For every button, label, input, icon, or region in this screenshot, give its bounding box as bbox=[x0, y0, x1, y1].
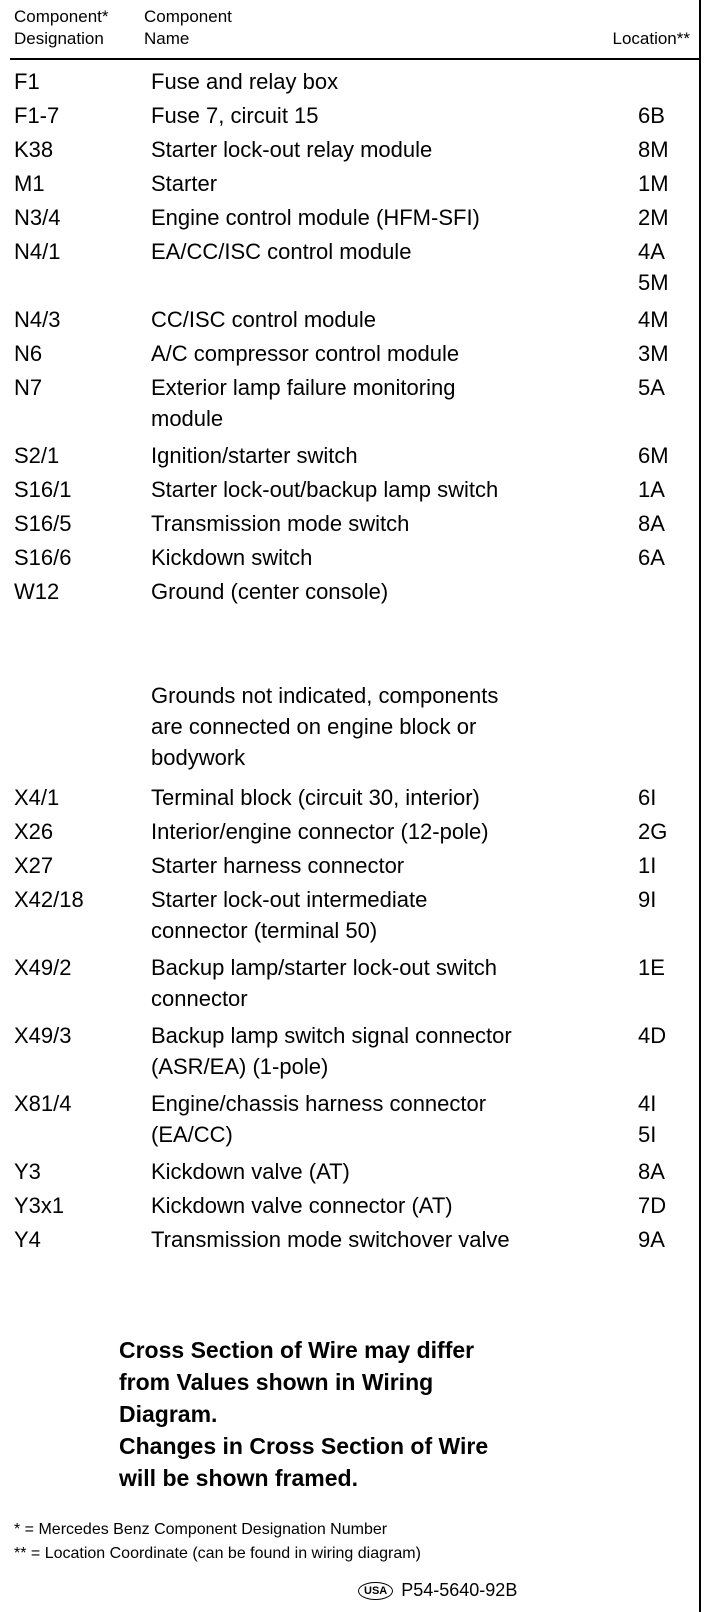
component-designation: M1 bbox=[14, 171, 45, 196]
component-name bbox=[151, 474, 601, 505]
component-designation: N3/4 bbox=[14, 205, 61, 230]
component-name bbox=[151, 100, 601, 131]
component-location bbox=[638, 440, 694, 471]
location-coordinate: 6I bbox=[638, 785, 657, 810]
component-name bbox=[151, 952, 601, 1014]
component-location bbox=[638, 1190, 694, 1221]
component-location bbox=[638, 474, 694, 505]
component-designation: X81/4 bbox=[14, 1091, 72, 1116]
component-location bbox=[638, 952, 694, 983]
component-name-line: Kickdown valve (AT) bbox=[151, 1159, 350, 1184]
location-coordinate: 4A bbox=[638, 239, 665, 264]
component-name-line: Engine control module (HFM-SFI) bbox=[151, 205, 480, 230]
component-designation: N4/3 bbox=[14, 307, 61, 332]
component-name bbox=[151, 542, 601, 573]
component-name-line: Terminal block (circuit 30, interior) bbox=[151, 785, 480, 810]
location-coordinate: 4M bbox=[638, 307, 669, 332]
location-coordinate: 1M bbox=[638, 171, 669, 196]
component-location bbox=[638, 542, 694, 573]
location-coordinate: 2G bbox=[638, 819, 668, 844]
component-name bbox=[151, 816, 601, 847]
component-designation: X4/1 bbox=[14, 785, 60, 810]
location-coordinate: 5M bbox=[638, 270, 669, 295]
component-name bbox=[151, 884, 601, 946]
component-name-line: Backup lamp switch signal connector bbox=[151, 1023, 512, 1048]
location-coordinate: 5I bbox=[638, 1122, 657, 1147]
location-coordinate: 4I bbox=[638, 1091, 657, 1116]
component-location bbox=[638, 134, 694, 165]
component-location bbox=[638, 338, 694, 369]
location-coordinate: 4D bbox=[638, 1023, 667, 1048]
component-name bbox=[151, 576, 601, 607]
component-name bbox=[151, 372, 601, 434]
document-code-text: P54-5640-92B bbox=[401, 1580, 518, 1600]
component-name-line: Transmission mode switchover valve bbox=[151, 1227, 510, 1252]
location-coordinate: 1A bbox=[638, 477, 665, 502]
component-name-line: Starter harness connector bbox=[151, 853, 405, 878]
wire-cross-section-warning: Cross Section of Wire may differ from Values shown in Wiring Diagram. Changes in Cross Section of Wire will be shown framed. bbox=[119, 1337, 489, 1491]
component-name bbox=[151, 338, 601, 369]
component-designation: X49/3 bbox=[14, 1023, 72, 1048]
component-location bbox=[638, 816, 694, 847]
usa-badge: USA bbox=[358, 1582, 393, 1600]
header-divider bbox=[10, 58, 700, 60]
component-name bbox=[151, 168, 601, 199]
component-name-line: Exterior lamp failure monitoring bbox=[151, 375, 456, 400]
location-coordinate: 8A bbox=[638, 1159, 665, 1184]
component-name bbox=[151, 1088, 601, 1150]
component-designation: N4/1 bbox=[14, 239, 61, 264]
component-location bbox=[638, 100, 694, 131]
component-designation: X27 bbox=[14, 853, 54, 878]
component-location bbox=[638, 782, 694, 813]
component-designation: F1 bbox=[14, 69, 40, 94]
component-name bbox=[151, 236, 601, 267]
component-name-line: module bbox=[151, 406, 224, 431]
component-designation: N6 bbox=[14, 341, 43, 366]
component-location bbox=[638, 1224, 694, 1255]
component-designation: S2/1 bbox=[14, 443, 60, 468]
component-designation: X26 bbox=[14, 819, 54, 844]
component-location bbox=[638, 168, 694, 199]
component-name-line: Ignition/starter switch bbox=[151, 443, 358, 468]
location-coordinate: 3M bbox=[638, 341, 669, 366]
location-coordinate: 1E bbox=[638, 955, 665, 980]
component-name bbox=[151, 304, 601, 335]
document-code bbox=[358, 1578, 517, 1602]
table-header bbox=[10, 6, 696, 56]
location-coordinate: 5A bbox=[638, 375, 665, 400]
component-name-line: Kickdown valve connector (AT) bbox=[151, 1193, 453, 1218]
component-designation: K38 bbox=[14, 137, 54, 162]
location-coordinate: 6A bbox=[638, 545, 665, 570]
component-designation: W12 bbox=[14, 579, 60, 604]
component-name bbox=[151, 134, 601, 165]
component-designation: X49/2 bbox=[14, 955, 72, 980]
header-component-name: Component Name bbox=[144, 7, 232, 48]
component-location bbox=[638, 304, 694, 335]
component-name-line: connector (terminal 50) bbox=[151, 918, 378, 943]
component-location bbox=[638, 1156, 694, 1187]
component-name-line: Backup lamp/starter lock-out switch bbox=[151, 955, 498, 980]
location-coordinate: 9A bbox=[638, 1227, 665, 1252]
component-name-line: Kickdown switch bbox=[151, 545, 313, 570]
component-name-line: Starter lock-out intermediate bbox=[151, 887, 428, 912]
component-designation: N7 bbox=[14, 375, 43, 400]
component-designation: Y4 bbox=[14, 1227, 41, 1252]
header-location: Location** bbox=[612, 29, 690, 48]
location-coordinate: 8A bbox=[638, 511, 665, 536]
component-name bbox=[151, 1224, 601, 1255]
component-designation: Y3 bbox=[14, 1159, 41, 1184]
component-location bbox=[638, 508, 694, 539]
location-coordinate: 9I bbox=[638, 887, 657, 912]
component-location bbox=[638, 372, 694, 403]
component-name-line: Starter lock-out/backup lamp switch bbox=[151, 477, 499, 502]
component-name-line: Engine/chassis harness connector bbox=[151, 1091, 487, 1116]
component-name-line: CC/ISC control module bbox=[151, 307, 376, 332]
component-designation: F1-7 bbox=[14, 103, 60, 128]
component-name bbox=[151, 850, 601, 881]
component-name bbox=[151, 440, 601, 471]
component-name-line: Ground (center console) bbox=[151, 579, 389, 604]
component-location bbox=[638, 202, 694, 233]
footnotes bbox=[14, 1518, 421, 1566]
component-designation: S16/6 bbox=[14, 545, 72, 570]
component-name-line: Starter bbox=[151, 171, 218, 196]
component-name bbox=[151, 508, 601, 539]
component-location bbox=[638, 1020, 694, 1051]
component-name-line: Transmission mode switch bbox=[151, 511, 410, 536]
component-designation: X42/18 bbox=[14, 887, 84, 912]
component-location bbox=[638, 884, 694, 915]
location-coordinate: 8M bbox=[638, 137, 669, 162]
location-coordinate: 2M bbox=[638, 205, 669, 230]
component-name-line: connector bbox=[151, 986, 248, 1011]
component-name-line: (ASR/EA) (1-pole) bbox=[151, 1054, 329, 1079]
right-border-rule bbox=[699, 0, 701, 1612]
component-designation: S16/5 bbox=[14, 511, 72, 536]
component-name bbox=[151, 782, 601, 813]
component-name-line: Starter lock-out relay module bbox=[151, 137, 433, 162]
component-name-line: EA/CC/ISC control module bbox=[151, 239, 412, 264]
component-name bbox=[151, 1020, 601, 1082]
component-name bbox=[151, 202, 601, 233]
component-name bbox=[151, 1156, 601, 1187]
component-location bbox=[638, 236, 694, 298]
component-designation: Y3x1 bbox=[14, 1193, 65, 1218]
location-coordinate: 7D bbox=[638, 1193, 667, 1218]
location-coordinate: 6B bbox=[638, 103, 665, 128]
ground-note: Grounds not indicated, components are connected on engine block or bodywork bbox=[151, 683, 499, 770]
component-location bbox=[638, 850, 694, 881]
component-name-line: Interior/engine connector (12-pole) bbox=[151, 819, 489, 844]
footnote-location: ** = Location Coordinate (can be found in wiring diagram) bbox=[14, 1545, 421, 1562]
location-coordinate: 6M bbox=[638, 443, 669, 468]
component-name-line: (EA/CC) bbox=[151, 1122, 233, 1147]
component-name-line: A/C compressor control module bbox=[151, 341, 460, 366]
footnote-designation: * = Mercedes Benz Component Designation Number bbox=[14, 1521, 388, 1538]
component-name-line: Fuse and relay box bbox=[151, 69, 339, 94]
component-designation: S16/1 bbox=[14, 477, 72, 502]
component-name-line: Fuse 7, circuit 15 bbox=[151, 103, 319, 128]
header-designation: Component* Designation bbox=[14, 7, 109, 48]
location-coordinate: 1I bbox=[638, 853, 657, 878]
component-name bbox=[151, 66, 601, 97]
component-name bbox=[151, 1190, 601, 1221]
component-location bbox=[638, 1088, 694, 1150]
